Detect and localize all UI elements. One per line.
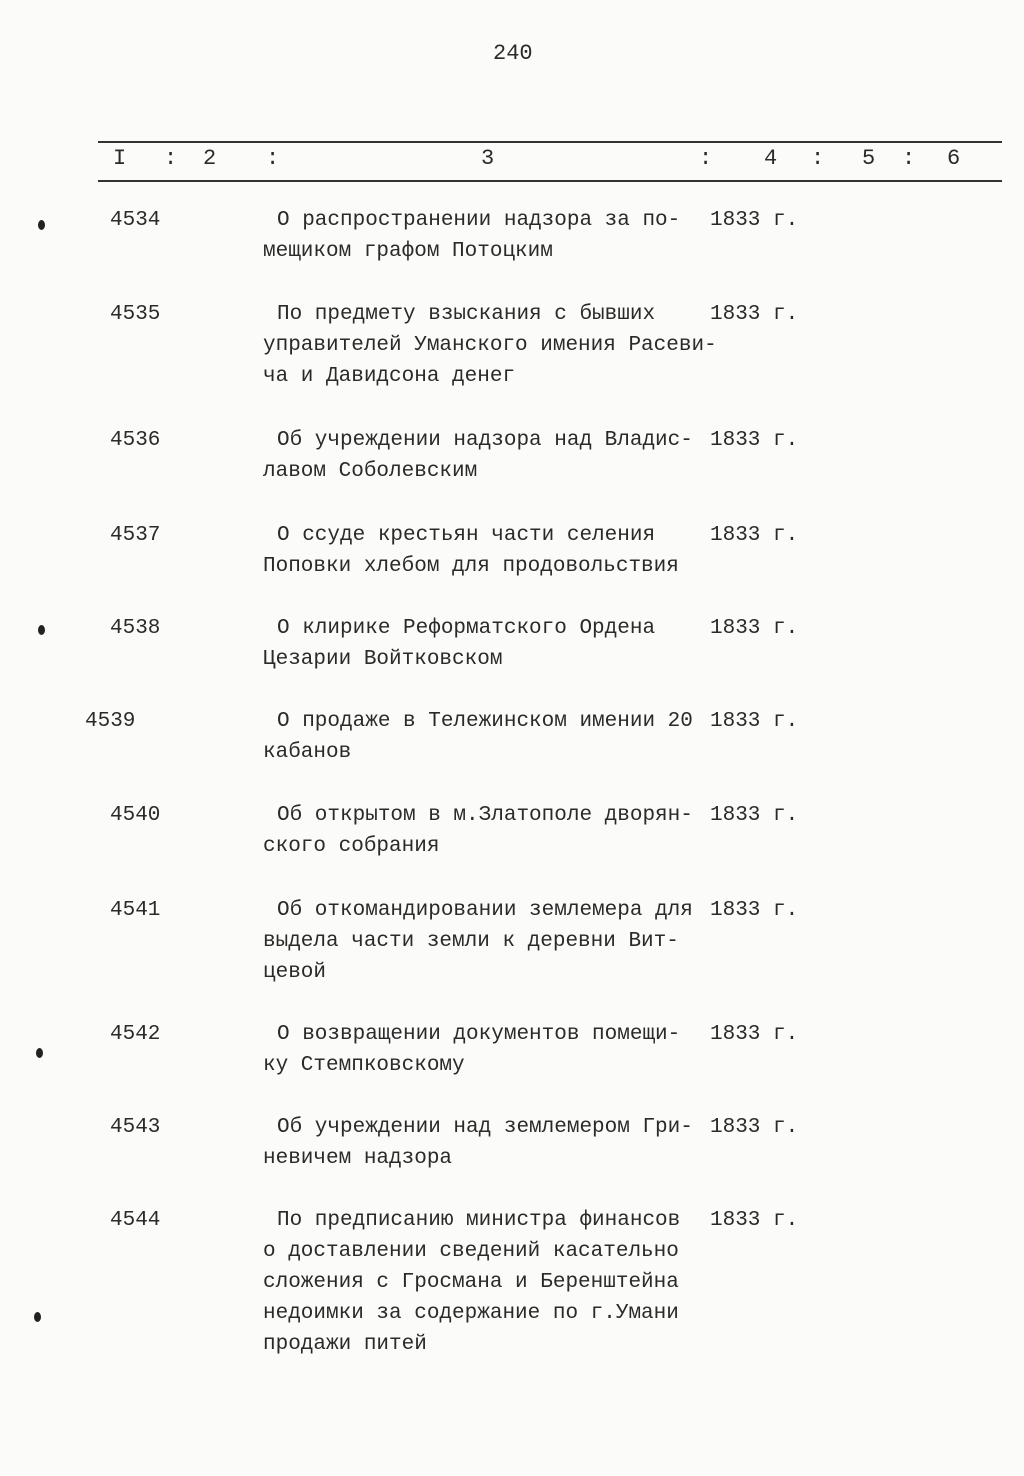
description-line: Поповки хлебом для продовольствия [263, 555, 679, 578]
entry-year: 1833 г. [710, 1116, 799, 1139]
entry-year: 1833 г. [710, 804, 799, 827]
entry-description [263, 425, 693, 487]
column-separator: : [164, 146, 178, 171]
description-line: Об откомандировании землемера для [277, 899, 693, 922]
description-line: О возвращении документов помещи- [277, 1023, 681, 1046]
punch-hole-mark [38, 625, 45, 635]
column-separator: : [811, 146, 825, 171]
column-2-header: 2 [203, 146, 217, 171]
description-line: Об учреждении над землемером Гри- [277, 1116, 693, 1139]
entry-year: 1833 г. [710, 429, 799, 452]
page-number: 240 [493, 41, 533, 66]
description-line: ку Стемпковскому [263, 1054, 465, 1077]
description-line: По предмету взыскания с бывших [277, 303, 656, 326]
entry-number: 4538 [110, 617, 161, 640]
entry-description [263, 520, 679, 582]
description-line: Цезарии Войтковском [263, 648, 503, 671]
description-line: О клирике Реформатского Ордена [277, 617, 656, 640]
punch-hole-mark [36, 1048, 43, 1058]
entry-year: 1833 г. [710, 1209, 799, 1232]
description-line: ского собрания [263, 835, 440, 858]
entry-year: 1833 г. [710, 899, 799, 922]
table-header-rule [98, 180, 1002, 182]
column-3-header: 3 [481, 146, 495, 171]
entry-description [263, 1205, 680, 1360]
description-line: недоимки за содержание по г.Умани [263, 1302, 679, 1325]
entry-number: 4537 [110, 524, 161, 547]
entry-number: 4539 [85, 710, 136, 733]
column-5-header: 5 [862, 146, 876, 171]
entry-description [263, 800, 693, 862]
entry-year: 1833 г. [710, 524, 799, 547]
description-line: О распространении надзора за по- [277, 209, 681, 232]
description-line: управителей Уманского имения Расеви- [263, 334, 717, 357]
entry-number: 4534 [110, 209, 161, 232]
description-line: продажи питей [263, 1333, 427, 1356]
column-6-header: 6 [947, 146, 961, 171]
entry-description [263, 1019, 680, 1081]
description-line: мещиком графом Потоцким [263, 240, 553, 263]
description-line: По предписанию министра финансов [277, 1209, 681, 1232]
entry-year: 1833 г. [710, 617, 799, 640]
entry-year: 1833 г. [710, 710, 799, 733]
description-line: кабанов [263, 741, 352, 764]
entry-number: 4540 [110, 804, 161, 827]
column-4-header: 4 [764, 146, 778, 171]
entry-description [263, 706, 693, 768]
description-line: Об учреждении надзора над Владис- [277, 429, 693, 452]
description-line: о доставлении сведений касательно [263, 1240, 679, 1263]
entry-year: 1833 г. [710, 303, 799, 326]
entry-description [263, 613, 655, 675]
table-top-rule [98, 141, 1002, 143]
column-1-header: I [113, 146, 127, 171]
column-separator: : [902, 146, 916, 171]
entry-description [263, 895, 693, 988]
entry-description [263, 205, 680, 267]
entry-number: 4544 [110, 1209, 161, 1232]
punch-hole-mark [38, 220, 45, 230]
entry-year: 1833 г. [710, 1023, 799, 1046]
column-separator: : [266, 146, 280, 171]
entry-number: 4543 [110, 1116, 161, 1139]
punch-hole-mark [34, 1312, 41, 1322]
entry-description [263, 299, 717, 392]
column-separator: : [699, 146, 713, 171]
entry-number: 4535 [110, 303, 161, 326]
description-line: О продаже в Тележинском имении 20 [277, 710, 693, 733]
description-line: Об открытом в м.Златополе дворян- [277, 804, 693, 827]
description-line: сложения с Гросмана и Беренштейна [263, 1271, 679, 1294]
entry-description [263, 1112, 693, 1174]
description-line: цевой [263, 961, 327, 984]
description-line: ча и Давидсона денег [263, 365, 516, 388]
description-line: лавом Соболевским [263, 460, 478, 483]
entry-number: 4542 [110, 1023, 161, 1046]
description-line: невичем надзора [263, 1147, 453, 1170]
description-line: выдела части земли к деревни Вит- [263, 930, 679, 953]
entry-number: 4536 [110, 429, 161, 452]
entry-number: 4541 [110, 899, 161, 922]
entry-year: 1833 г. [710, 209, 799, 232]
description-line: О ссуде крестьян части селения [277, 524, 656, 547]
